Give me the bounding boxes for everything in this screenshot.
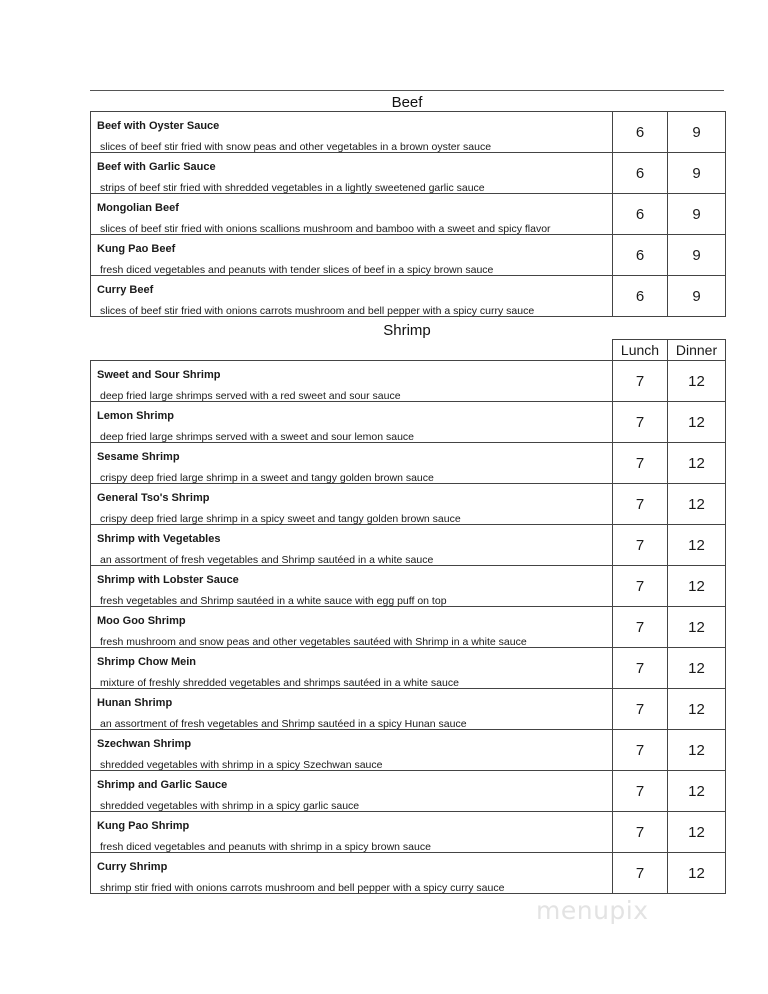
lunch-price: 6 bbox=[613, 153, 668, 194]
lunch-price: 7 bbox=[613, 484, 668, 525]
lunch-price: 6 bbox=[613, 276, 668, 317]
menu-row bbox=[91, 153, 726, 194]
item-cell bbox=[91, 484, 613, 525]
dinner-price: 12 bbox=[668, 853, 726, 894]
item-description: shrimp stir fried with onions carrots mushroom and bell pepper with a spicy curry sauce bbox=[100, 882, 505, 894]
menu-row bbox=[91, 607, 726, 648]
lunch-price: 7 bbox=[613, 648, 668, 689]
menu-row bbox=[91, 402, 726, 443]
dinner-price: 12 bbox=[668, 771, 726, 812]
item-cell bbox=[91, 194, 613, 235]
lunch-price: 6 bbox=[613, 194, 668, 235]
column-header-lunch: Lunch bbox=[613, 340, 668, 361]
beef-section-title: Beef bbox=[391, 94, 423, 111]
item-cell bbox=[91, 361, 613, 402]
menu-row bbox=[91, 525, 726, 566]
item-description: fresh mushroom and snow peas and other vegetables sautéed with Shrimp in a white sauce bbox=[100, 636, 527, 648]
menu-row bbox=[91, 112, 726, 153]
dinner-price: 12 bbox=[668, 361, 726, 402]
item-cell bbox=[91, 112, 613, 153]
item-name: Shrimp Chow Mein bbox=[97, 656, 196, 668]
dinner-price: 9 bbox=[668, 153, 726, 194]
item-name: Beef with Garlic Sauce bbox=[97, 161, 216, 173]
menu-row bbox=[91, 648, 726, 689]
item-cell bbox=[91, 607, 613, 648]
item-cell bbox=[91, 443, 613, 484]
item-name: General Tso's Shrimp bbox=[97, 492, 210, 504]
dinner-price: 12 bbox=[668, 730, 726, 771]
item-cell bbox=[91, 648, 613, 689]
item-cell bbox=[91, 771, 613, 812]
item-cell bbox=[91, 853, 613, 894]
shrimp-section-title: Shrimp bbox=[383, 322, 431, 339]
item-name: Moo Goo Shrimp bbox=[97, 615, 186, 627]
item-cell bbox=[91, 730, 613, 771]
item-cell bbox=[91, 566, 613, 607]
dinner-price: 12 bbox=[668, 607, 726, 648]
item-name: Sesame Shrimp bbox=[97, 451, 180, 463]
menu-row bbox=[91, 484, 726, 525]
lunch-price: 7 bbox=[613, 566, 668, 607]
lunch-price: 6 bbox=[613, 235, 668, 276]
menupix-watermark: menupix bbox=[536, 896, 649, 925]
item-description: crispy deep fried large shrimp in a spicy sweet and tangy golden brown sauce bbox=[100, 513, 461, 525]
item-description: deep fried large shrimps served with a sweet and sour lemon sauce bbox=[100, 431, 414, 443]
lunch-price: 7 bbox=[613, 689, 668, 730]
lunch-price: 7 bbox=[613, 771, 668, 812]
column-header-dinner: Dinner bbox=[668, 340, 726, 361]
item-name: Mongolian Beef bbox=[97, 202, 179, 214]
lunch-price: 7 bbox=[613, 525, 668, 566]
item-name: Shrimp and Garlic Sauce bbox=[97, 779, 228, 791]
dinner-price: 12 bbox=[668, 484, 726, 525]
dinner-price: 9 bbox=[668, 112, 726, 153]
menu-row bbox=[91, 853, 726, 894]
item-name: Sweet and Sour Shrimp bbox=[97, 369, 221, 381]
dinner-price: 12 bbox=[668, 525, 726, 566]
dinner-price: 12 bbox=[668, 566, 726, 607]
menu-row bbox=[91, 235, 726, 276]
menu-row bbox=[91, 771, 726, 812]
menu-row bbox=[91, 361, 726, 402]
lunch-price: 7 bbox=[613, 812, 668, 853]
item-description: an assortment of fresh vegetables and Shrimp sautéed in a white sauce bbox=[100, 554, 434, 566]
item-name: Kung Pao Shrimp bbox=[97, 820, 190, 832]
item-description: slices of beef stir fried with onions scallions mushroom and bamboo with a sweet and spicy flavor bbox=[100, 223, 551, 235]
item-description: mixture of freshly shredded vegetables and shrimps sautéed in a white sauce bbox=[100, 677, 459, 689]
header-blank-cell bbox=[91, 340, 613, 361]
dinner-price: 12 bbox=[668, 402, 726, 443]
item-cell bbox=[91, 525, 613, 566]
menu-row bbox=[91, 689, 726, 730]
item-name: Hunan Shrimp bbox=[97, 697, 173, 709]
item-cell bbox=[91, 402, 613, 443]
top-divider bbox=[90, 90, 724, 91]
item-description: slices of beef stir fried with snow peas and other vegetables in a brown oyster sauce bbox=[100, 141, 492, 153]
menu-row bbox=[91, 812, 726, 853]
item-description: slices of beef stir fried with onions carrots mushroom and bell pepper with a spicy curry sauce bbox=[100, 305, 535, 317]
item-name: Curry Beef bbox=[97, 284, 154, 296]
lunch-price: 7 bbox=[613, 402, 668, 443]
item-cell bbox=[91, 812, 613, 853]
item-description: fresh diced vegetables and peanuts with shrimp in a spicy brown sauce bbox=[100, 841, 431, 853]
lunch-price: 6 bbox=[613, 112, 668, 153]
dinner-price: 12 bbox=[668, 443, 726, 484]
dinner-price: 9 bbox=[668, 276, 726, 317]
lunch-price: 7 bbox=[613, 853, 668, 894]
menu-row bbox=[91, 194, 726, 235]
item-description: an assortment of fresh vegetables and Shrimp sautéed in a spicy Hunan sauce bbox=[100, 718, 467, 730]
item-name: Szechwan Shrimp bbox=[97, 738, 192, 750]
dinner-price: 12 bbox=[668, 648, 726, 689]
item-name: Kung Pao Beef bbox=[97, 243, 176, 255]
item-description: shredded vegetables with shrimp in a spicy garlic sauce bbox=[100, 800, 360, 812]
item-cell bbox=[91, 153, 613, 194]
lunch-price: 7 bbox=[613, 730, 668, 771]
item-description: fresh diced vegetables and peanuts with tender slices of beef in a spicy brown sauce bbox=[100, 264, 494, 276]
dinner-price: 12 bbox=[668, 689, 726, 730]
item-name: Shrimp with Vegetables bbox=[97, 533, 221, 545]
menu-row bbox=[91, 276, 726, 317]
item-cell bbox=[91, 689, 613, 730]
menu-row bbox=[91, 566, 726, 607]
item-description: strips of beef stir fried with shredded vegetables in a lightly sweetened garlic sauce bbox=[100, 182, 485, 194]
item-description: shredded vegetables with shrimp in a spicy Szechwan sauce bbox=[100, 759, 383, 771]
item-name: Shrimp with Lobster Sauce bbox=[97, 574, 239, 586]
menu-row bbox=[91, 443, 726, 484]
item-cell bbox=[91, 276, 613, 317]
dinner-price: 12 bbox=[668, 812, 726, 853]
item-cell bbox=[91, 235, 613, 276]
beef-menu-table bbox=[90, 111, 726, 317]
item-name: Beef with Oyster Sauce bbox=[97, 120, 220, 132]
menu-row bbox=[91, 730, 726, 771]
dinner-price: 9 bbox=[668, 194, 726, 235]
item-description: crispy deep fried large shrimp in a sweet and tangy golden brown sauce bbox=[100, 472, 434, 484]
dinner-price: 9 bbox=[668, 235, 726, 276]
item-description: deep fried large shrimps served with a red sweet and sour sauce bbox=[100, 390, 401, 402]
lunch-price: 7 bbox=[613, 607, 668, 648]
item-name: Curry Shrimp bbox=[97, 861, 168, 873]
item-name: Lemon Shrimp bbox=[97, 410, 175, 422]
lunch-price: 7 bbox=[613, 443, 668, 484]
item-description: fresh vegetables and Shrimp sautéed in a white sauce with egg puff on top bbox=[100, 595, 447, 607]
shrimp-menu-table bbox=[90, 339, 726, 894]
lunch-price: 7 bbox=[613, 361, 668, 402]
